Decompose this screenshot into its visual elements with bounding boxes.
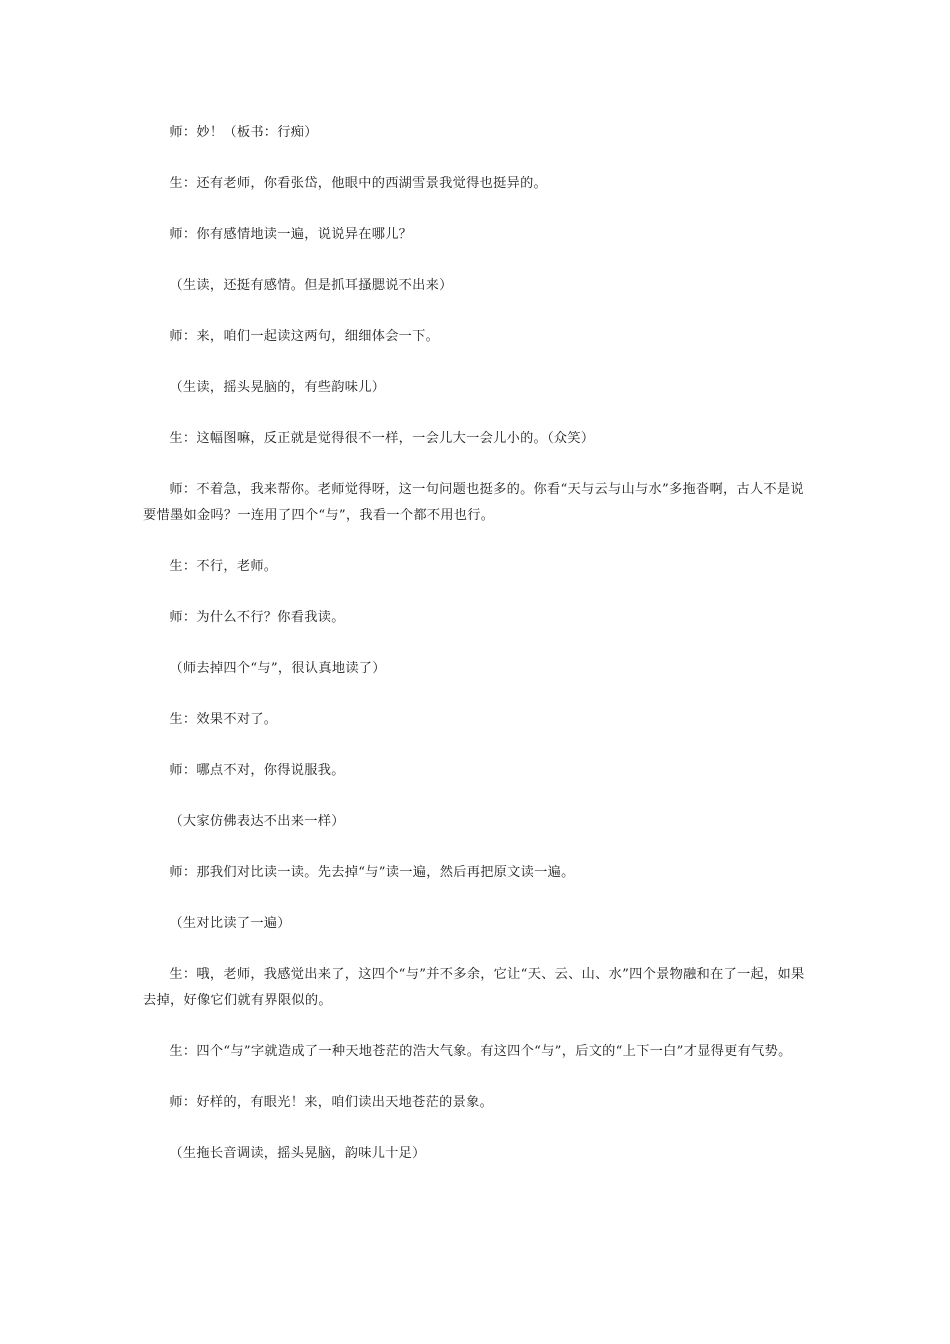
paragraph-15: 师：那我们对比读一读。先去掉“与”读一遍，然后再把原文读一遍。 xyxy=(169,865,575,880)
paragraph-2: 生：还有老师，你看张岱，他眼中的西湖雪景我觉得也挺异的。 xyxy=(169,176,548,191)
paragraph-18: 生：四个“与”字就造成了一种天地苍茫的浩大气象。有这四个“与”，后文的“上下一白”才显得更有气势。 xyxy=(169,1044,792,1059)
paragraph-17: 生：哦，老师，我感觉出来了，这四个“与”并不多余，它让“天、云、山、水”四个景物融和在了一起，如果去掉，好像它们就有界限似的。 xyxy=(143,967,805,1008)
paragraph-9: 生：不行，老师。 xyxy=(169,559,278,574)
paragraph-19: 师：好样的，有眼光！来，咱们读出天地苍茫的景象。 xyxy=(169,1095,494,1110)
paragraph-11: （师去掉四个“与”，很认真地读了） xyxy=(169,661,386,676)
document-body xyxy=(143,120,809,1167)
paragraph-1: 师：妙！（板书：行痴） xyxy=(169,125,318,140)
paragraph-16: （生对比读了一遍） xyxy=(169,916,291,931)
paragraph-3: 师：你有感情地读一遍，说说异在哪儿？ xyxy=(169,227,413,242)
paragraph-10: 师：为什么不行？你看我读。 xyxy=(169,610,345,625)
paragraph-14: （大家仿佛表达不出来一样） xyxy=(169,814,345,829)
paragraph-12: 生：效果不对了。 xyxy=(169,712,278,727)
paragraph-5: 师：来，咱们一起读这两句，细细体会一下。 xyxy=(169,329,440,344)
paragraph-7: 生：这幅图嘛，反正就是觉得很不一样，一会儿大一会儿小的。（众笑） xyxy=(169,431,595,446)
paragraph-8: 师：不着急，我来帮你。老师觉得呀，这一句问题也挺多的。你看“天与云与山与水”多拖沓啊，古人不是说要惜墨如金吗？一连用了四个“与”，我看一个都不用也行。 xyxy=(143,482,804,523)
paragraph-4: （生读，还挺有感情。但是抓耳搔腮说不出来） xyxy=(169,278,453,293)
paragraph-20: （生拖长音调读，摇头晃脑，韵味儿十足） xyxy=(169,1146,426,1161)
paragraph-6: （生读，摇头晃脑的，有些韵味儿） xyxy=(169,380,386,395)
paragraph-13: 师：哪点不对，你得说服我。 xyxy=(169,763,345,778)
